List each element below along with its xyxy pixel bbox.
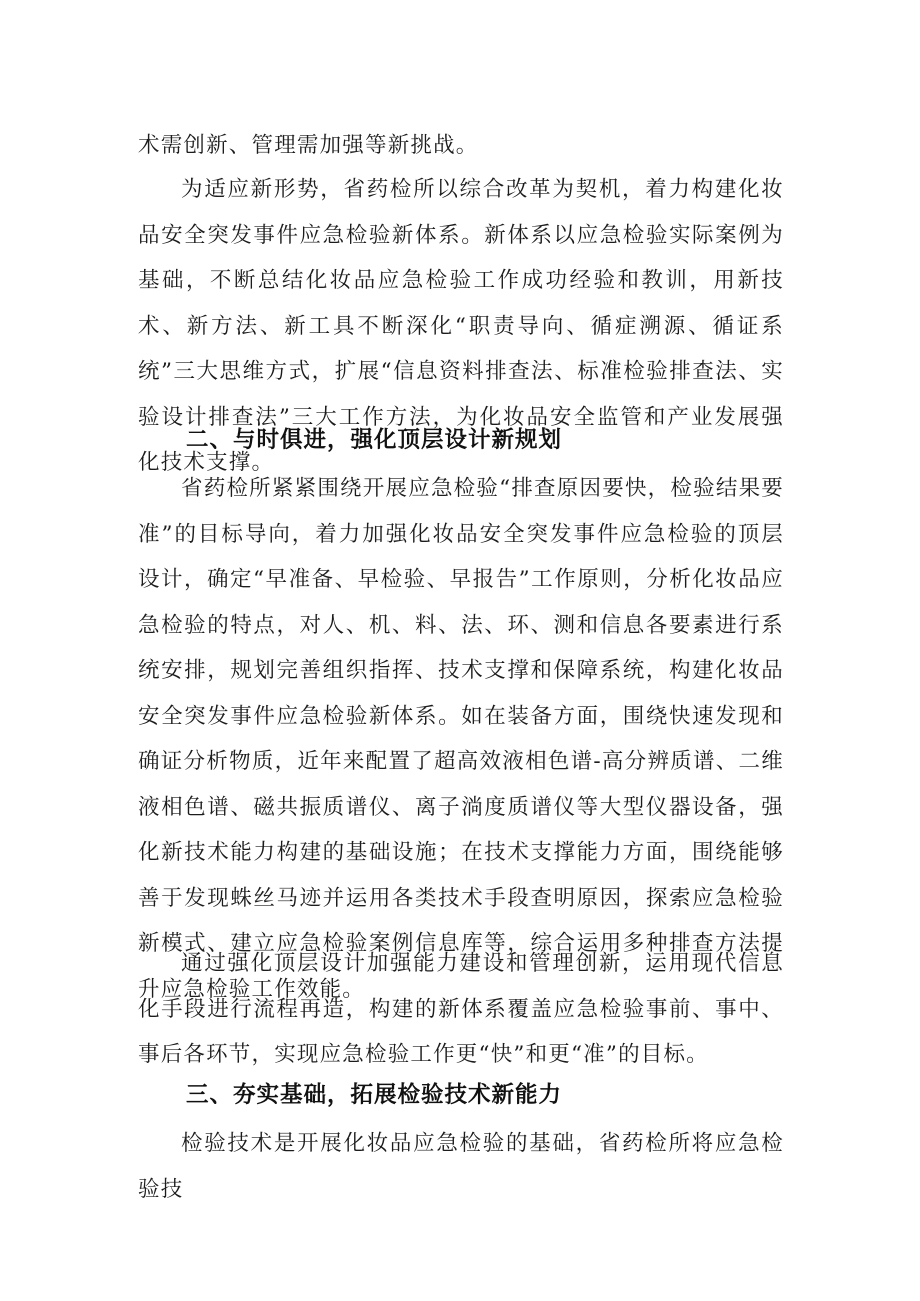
paragraph-new-system: 为适应新形势，省药检所以综合改革为契机，着力构建化妆品安全突发事件应急检验新体系。新体系以应急检验实际案例为基础，不断总结化妆品应急检验工作成功经验和教训，用新技术、新方法、新工具不断深化“职责导向、循症溯源、循证系统”三大思维方式，扩展“信息资料排查法、标准检验排查法、实验设计排查法”三大工作方法，为化妆品安全监管和产业发展强化技术支撑。 bbox=[138, 177, 784, 475]
paragraph-continuation: 术需创新、管理需加强等新挑战。 bbox=[138, 133, 479, 158]
paragraph-top-level-design: 省药检所紧紧围绕开展应急检验“排查原因要快，检验结果要准”的目标导向，着力加强化妆品安全突发事件应急检验的顶层设计，确定“早准备、早检验、早报告”工作原则，分析化妆品应急检验的特点，对人、机、料、法、环、测和信息各要素进行系统安排，规划完善组织指挥、技术支撑和保障系统，构建化妆品安全突发事件应急检验新体系。如在装备方面，围绕快速发现和确证分析物质，近年来配置了超高效液相色谱-高分辨质谱、二维液相色谱、磁共振质谱仪、离子淌度质谱仪等大型仪器设备，强化新技术能力构建的基础设施；在技术支撑能力方面，围绕能够善于发现蛛丝马迹并运用各类技术手段查明原因，探索应急检验新模式、建立应急检验案例信息库等，综合运用多种排查方法提升应急检验工作效能。 bbox=[138, 476, 784, 1002]
section-heading-top-level-design: 二、与时俱进，强化顶层设计新规划 bbox=[186, 427, 563, 453]
paragraph-process-reengineering: 通过强化顶层设计加强能力建设和管理创新，运用现代信息化手段进行流程再造，构建的新体系覆盖应急检验事前、事中、事后各环节，实现应急检验工作更“快”和更“准”的目标。 bbox=[138, 951, 784, 1067]
section-heading-testing-capability: 三、夯实基础，拓展检验技术新能力 bbox=[186, 1082, 563, 1108]
paragraph-testing-technology: 检验技术是开展化妆品应急检验的基础，省药检所将应急检验技 bbox=[138, 1131, 784, 1202]
